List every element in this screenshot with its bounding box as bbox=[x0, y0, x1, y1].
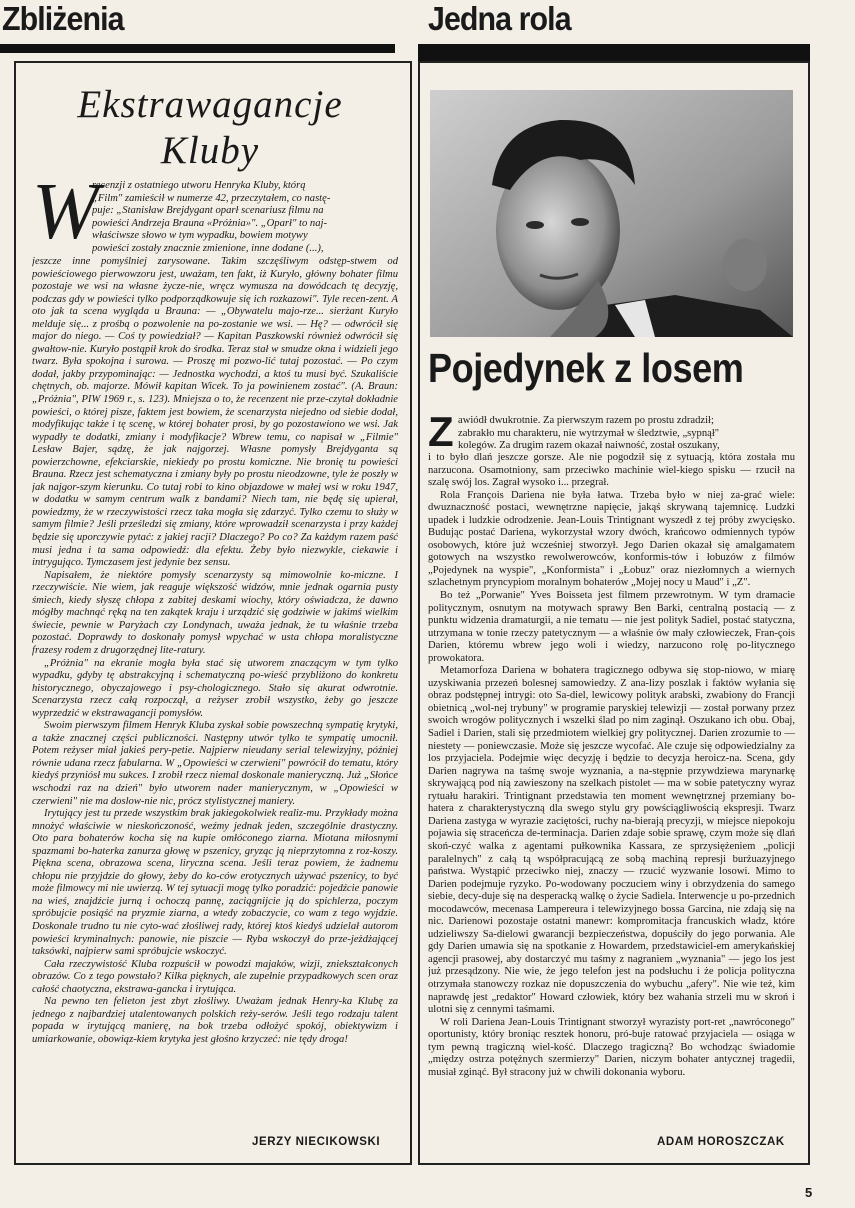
intro-line: kolegów. Za drugim razem okazał naiwność, został oszukany, bbox=[458, 440, 720, 452]
article-title-line2: Kluby bbox=[160, 129, 260, 172]
body-paragraph: i to było dlań jeszcze gorsze. Ale nie pogodził się z sytuacją, która została mu narzucona. Osamotniony, sam przeciwko machinie wiel-kiego spisku — rzucił na szalę swój los. Zagrał wysoko i... przegrał. bbox=[428, 452, 795, 489]
body-paragraph: Napisałem, że niektóre pomysły scenarzysty są mimowolnie ko-miczne. I rzeczywiście. Nie wiem, jak reaguje większość widzów, mnie jednak ogarnia pusty śmiech, kiedy słyszę chłopa z zabitej deskami wiochy, który oświadcza, że dawno mógłby machnąć ręką na ten zakątek kraju i urządzić się godziwie w jakimś wielkim świecie, pewnie w Paryżach czy Londynach, uważa jednak, że tu właśnie trzeba pozostać. Doprawdy to doskonały pomysł wpychać w usta chłopa moralistyczne frazesy rodem z drugorzędnej lite-ratury. bbox=[32, 569, 398, 656]
intro-line: powieści Andrzeja Brauna «Próżnia»". „Oparł" to naj- bbox=[92, 217, 328, 229]
body-paragraph: Swoim pierwszym filmem Henryk Kluba zyskał sobie powszechną sympatię krytyki, a także znacznej części publiczności. Następny utwór tylko te sympatię umocnił. Potem reżyser miał jakieś pery-petie. Najpierw nieudany serial telewizyjny, później równie udana rzecz fabularna. W „Opowieści w czerwieni" powrócił do tematu, który kiedyś przyniósł mu sukces. I zrobił rzecz niemal doskonale manieryczną. Już „Słońce wschodzi raz na dzień" było utworem nader manierycznym, w „Opowieści w czerwieni" nie ma doslow-nie nic, prócz stylistycznej maniery. bbox=[32, 720, 398, 807]
intro-line: właściwsze słowo w tym wypadku, bowiem motywy bbox=[92, 230, 308, 242]
body-paragraph: Na pewno ten felieton jest zbyt złośliwy. Uważam jednak Henry-ka Klubę za jednego z najbardziej utalentowanych polskich reży-serów. Jeśli tego rodzaju talent popada w irytującą manierę, na bok trzeba odłożyć spokój, obiektywizm i umiarkowanie, obowiąz-kiem krytyka jest głośno krzyczeć: nie tędy droga! bbox=[32, 996, 398, 1045]
drop-cap-w: W bbox=[32, 168, 99, 256]
intro-line: zabrakło mu charakteru, nie wytrzymał w śledztwie, „sypnął" bbox=[458, 427, 720, 439]
intro-line: powieści zostały znacznie zmienione, inne dodane (...), bbox=[92, 242, 324, 254]
body-paragraph: Rola François Dariena nie była łatwa. Trzeba było w niej za-grać wiele: dwuznaczność postaci, wewnętrzne napięcie, jakąś skrywaną tajemnicę. Ludzki upadek i ludzkie odrodzenie. Jean-Louis Trintignant wyszedł z tej próby zwycięsko. Budując postać Dariena, wykorzystał wzory dwóch, krańcowo odmiennych typów osobowych, które już wcześniej stworzył. Jego Darien okazał się amalgamatem gotowych na wszystko rewolwerowców, konformis-tów i łobuzów z filmów „Pojedynek na wyspie", „Konformista" i „Łobuz" oraz niezłomnych a wiernych szlachetnym pryncypiom moralnym bohaterów „Mojej nocy u Maud" i „Z". bbox=[428, 489, 795, 589]
right-article-title: Pojedynek z losem bbox=[428, 345, 744, 391]
actor-portrait-photo bbox=[430, 90, 793, 337]
intro-line: recenzji z ostatniego utworu Henryka Kluby, którą bbox=[92, 180, 306, 191]
section-header-right: Jedna rola bbox=[428, 0, 571, 37]
section-header-left: Zbliżenia bbox=[2, 0, 124, 37]
body-paragraph: jeszcze inne pomyślniej zarysowane. Takim szczęśliwym odstęp-stwem od powieściowego pierwowzoru jest, uważam, ten fakt, iż Kuryło, główny bohater filmu pozostaje we wsi na własne życze-nie, wręcz wymusza na dowódcach tę decyzję, podczas gdy w powieści tylko podporządkowuje się ich rozkazowi". Tyle recen-zent. A oto jak ta scena wygląda u Brauna: — „Obywatelu majo-rze... sierżant Kuryło melduje się... z prośbą o pozwolenie na po-zostanie we wsi. — Hę? — odwrócił się major do niego. — Coś ty powiedział? — Kapitan Paszkowski również odwrócił się gwałtow-nie. Kuryło postąpił krok do środka. Teraz stał w smudze okna i widzieli jego twarz. Była spokojna i surowa. — Proszę mi pozwo-lić tutaj pozostać. — Po czym dodał, jakby przypominając: — Jednostka wychodzi, a ktoś tu musi być. Szukaliście chętnych, ob. majorze. Mówił kapitan Wicek. To ja powinienem zostać". (A. Braun: „Próżnia", PIW 1969 r., s. 123). Mniejsza o to, że recenzent nie prze-czytał dokładnie powieści, o której pisze, faktem jest bowiem, że scenarzysta niejedno od siebie dodał, modyfikując także i tę scenę, w której bohater prosi, by go pozostawiono we wsi. Jak wypadły te dodatki, zmiany i modyfikacje? Wbrew temu, co napisał w „Filmie" Lesław Bajer, sądzę, że jak najgorzej. Własne pomysły Brejdyganta są powierzchowne, efekciarskie, niekiedy po prostu komiczne. Nie bronię tu powieści Brauna. Rzecz jest schematyczna i zmiany były po prostu nieodzowne, tyle że poszły w jak najgor-szym kierunku. Co tutaj robi to kino objazdowe w małej wsi w roku 1947, w dodatku w samym centrum walk z bandami? Niech tam, nie będę się upierał, powiedzmy, że w rzeczywistości rzecz taka mogła się zdarzyć. Tylko czemu to służy w samym filmie? Jeśli prześledzi się zmiany, które wprowadził scenarzysta i przy każdej będzie się uporczywie pytać: z jakiej racji? Dlaczego? Po co? Za każdym razem paść musi jedna i ta sama odpowiedź: dla efektu. Żeby było niezwykle, ciekawie i intrygująco. Tymczasem jest jedynie bez sensu. bbox=[32, 256, 398, 569]
right-intro-block bbox=[458, 415, 795, 455]
intro-line: awiódł dwukrotnie. Za pierwszym razem po prostu zdradził; bbox=[458, 415, 714, 426]
drop-cap-z: Z bbox=[428, 408, 454, 455]
header-rule-right bbox=[418, 44, 810, 62]
left-intro-block bbox=[92, 180, 398, 258]
body-paragraph: Bo też „Porwanie" Yves Boisseta jest filmem przewrotnym. W tym dramacie politycznym, osnutym na motywach sprawy Ben Barki, centralną postacią — z punktu widzenia dramaturgii, a nie tematu — nie jest polityk Sadiel, postać statyczna, utrzymana w tonie rzeczy patetycznym — a właśnie ów mały człowieczek, Fran-çois Darien, któremu wbrew jego woli i wiedzy, narzucono rolę po-litycznego prowokatora. bbox=[428, 590, 795, 664]
header-rule-left bbox=[0, 44, 395, 53]
body-paragraph: Cała rzeczywistość Kluba rozpuścił w powodzi majaków, wizji, zniekształconych obrazów. Co z tego powstało? Kilka pięknych, ale zupełnie przypadkowych scen oraz całość chaotyczna, ekstrawa-gancka i irytująca. bbox=[32, 958, 398, 995]
intro-line: „Film" zamieścił w numerze 42, przeczytałem, co nastę- bbox=[92, 192, 331, 204]
intro-line: puje: „Stanisław Brejdygant oparł scenariusz filmu na bbox=[92, 205, 324, 217]
left-article-body bbox=[32, 256, 398, 1134]
body-paragraph: „Próżnia" na ekranie mogła była stać się utworem znaczącym w tym tylko wypadku, gdyby tę abstrakcyjną i schematyczną po-wieść przybliżono do konkretu historycznego, obyczajowego i psy-chologicznego. Stało się akurat odwrotnie. Scenarzysta rzecz całą rozpoczął, a reżyser zrobił wszystko, żeby go jeszcze wyprzedzić w ekstrawagancji pomysłów. bbox=[32, 657, 398, 719]
body-paragraph: W roli Dariena Jean-Louis Trintignant stworzył wyrazisty port-ret „nawróconego" oportunisty, który broniąc resztek honoru, pró-buje ratować przyjaciela — osiąga w tym pewną tragiczną wiel-kość. Dlaczego tragiczną? Bo wchodząc świadomie „między ostrza potężnych szermierzy" Darien, niczym bohater antycznej tragedii, musiał zginąć. Był stracony już w chwili dokonania wyboru. bbox=[428, 1016, 795, 1078]
body-paragraph: Irytujący jest tu przede wszystkim brak jakiegokolwiek realiz-mu. Przykłady można mnożyć właściwie w nieskończoność, weźmy jednak jeden, szczególnie drastyczny. Oto para bohaterów kocha się na kupie omłóconego ziarna. Miotana miłosnymi spazmami bo-haterka zanurza głowę w pszenicy, gryząc ją nieprzytomna z roz-koszy. Piękna scena, obrazowa scena, liryczna scena. Jeśli teraz powiem, że żadnemu chłopu nie przyjdzie do głowy, żeby do ko-ców erotycznych używać pszenicy, to być może filmowcy mi nie uwierzą. W tej sytuacji mogę tylko poradzić: pojedźcie panowie na wieś, znajdźcie jurną i ochoczą pannę, zaciągnijcie ją do spichlerza, poczym spróbujcie posiąść na pryzmie ziarna, a wtedy zobaczycie, co wam z tego wyjdzie. Doskonale trudno tu nie cyto-wać złośliwej rady, której ktoś kiedyś udzielał autorom powieści kryminalnych: panowie, nie piszcie — Ryba wskoczył do prze-jeżdżającej taksówki, najpierw sami spróbujcie wskoczyć. bbox=[32, 808, 398, 958]
article-title-line1: Ekstrawagancje bbox=[77, 83, 343, 126]
right-author-signature: ADAM HOROSZCZAK bbox=[657, 1136, 785, 1148]
body-paragraph: Metamorfoza Dariena w bohatera tragicznego odbywa się stop-niowo, w miarę uzyskiwania przezeń bolesnej samowiedzy. Z ana-lizy poszlak i faktów wyłania się obraz podstępnej intrygi: oto Sa-diel, lewicowy polityk arabski, zwabiony do Francji obietnicą „wol-nej trybuny" w programie paryskiej telewizji — został porwany przez swoich wrogów politycznych i wszelki ślad po nim zaginął. Oszukano ich obu. Obaj, Sadiel i Darien, stali się przedmiotem wielkiej gry politycznej. Darien zrozumie to — niestety — poniewczasie. Może się jeszcze wycofać. Ale czuje się odpowiedzialny za los przyjaciela. Podejmie więc decyzję i będzie to decyzja heroicz-na. Scena, gdy Darien nagrywa na taśmę swoje wyznania, a na-stępnie przywdziewa marynarkę skrywającą pod nią zawieszony na szelkach pistolet — ma w sobie patetyczny wyraz rytuału harakiri. Trintignant przedstawia ten moment wewnętrznej przemiany bo-hatera z charakterystyczną dla swego stylu gry powściągliwością ekspresji. Twarz Dariena zastyga w wyrazie zaciętości, ruchy na-bierają precyzji, w miejsce niepokoju pojawia się straceńcza de-terminacja. Darien zdaje sobie sprawę, czym może się dlań skoń-czyć walka z agentami pułkownika Kassara, ze sprzysiężeniem „policji paralelnych" z całą tą współpracującą ze sobą machiną represji burżuazyjnego państwa. Wystąpić przeciwko niej, znaczy — rzucić wyzwanie losowi. Mimo to Darien podejmuje ryzyko. Po-wodowany poczuciem winy i obrzydzenia do samego siebie, decy-duje się na desperacką walkę o życie Sadiela. Interwencje u po-przednich mocodawców, mecenasa Lampereura i telewizyjnego bossa Garcina, nie zdają się na nic. Darienowi pozostaje ostatni manewr: kompromitacja francuskich władz, które udzieliwszy Sa-dielowi gwarancji bezpieczeństwa, dopuściły do jego porwania. Ale gdy Darien umawia się na spotkanie z Howardem, przedstawiciel-em amerykańskiej agencji prasowej, aby dostarczyć mu taśmy z nagraniem „wyznania" — jego los jest już przesądzony. Nie wie, że jego telefon jest na podsłuchu i że policja polityczna otrzymała stanowczy rozkaz nie dopuszczenia do wybuchu „afery". Nie wie też, kim naprawdę jest „redaktor" Howard człowiek, który bez wahania strzeli mu w skroń i ulotni się z cennymi taśmami. bbox=[428, 665, 795, 1016]
right-article-body bbox=[428, 452, 795, 1132]
left-author-signature: JERZY NIECIKOWSKI bbox=[252, 1136, 381, 1148]
page-number: 5 bbox=[805, 1185, 813, 1200]
portrait-image bbox=[430, 90, 793, 337]
